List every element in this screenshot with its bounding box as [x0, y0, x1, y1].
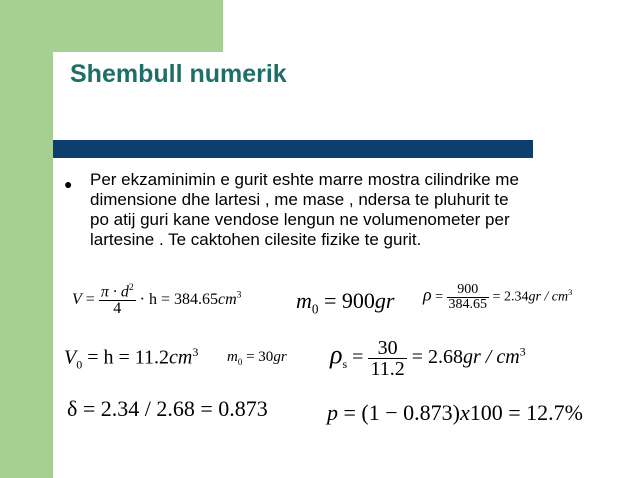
paragraph-line: po atij guri kane vendose lengun ne volumenometer per — [90, 210, 510, 229]
formula-specific-density: $\rho_s$ = $\frac{30}{11.2}$ = $2.68gr / cm^3$ — [330, 337, 526, 380]
problem-paragraph — [90, 170, 610, 250]
formula-mass-zero: $m_0 = 30gr$ — [227, 349, 287, 367]
paragraph-line: dimensione dhe lartesi , me mase , ndersa te pluhurit te — [90, 190, 509, 209]
bullet-icon: ● — [64, 176, 73, 192]
formula-density: ρ = $\frac{900}{384.65}$ = $2.34gr / cm^3$ — [423, 282, 573, 312]
formula-mass: $m_0 = 900gr$ — [296, 288, 395, 317]
fraction: $\frac{900}{384.65}$ — [448, 282, 488, 312]
formula-porosity: p = (1 − 0.873)x100 = 12.7% — [327, 400, 583, 425]
title-divider — [53, 140, 533, 158]
top-accent-block — [53, 0, 223, 52]
formula-ratio: δ = 2.34 / 2.68 = 0.873 — [67, 396, 268, 421]
slide-title: Shembull numerik — [70, 60, 287, 88]
formula-volume-zero: $V_0 = h = 11.2cm^3$ — [64, 345, 199, 372]
paragraph-line: lartesine . Te caktohen cilesite fizike te gurit. — [90, 230, 422, 249]
fraction: $\frac{30}{11.2}$ — [370, 337, 405, 380]
left-accent-bar — [0, 0, 53, 478]
fraction: $\frac{\pi \cdot d^2}{4}$ — [100, 282, 134, 318]
paragraph-line: Per ekzaminimin e gurit eshte marre mostra cilindrike me — [90, 170, 519, 189]
formula-volume: V = $\frac{\pi \cdot d^2}{4}$ · $h = 384.65cm^3$ — [72, 282, 242, 318]
